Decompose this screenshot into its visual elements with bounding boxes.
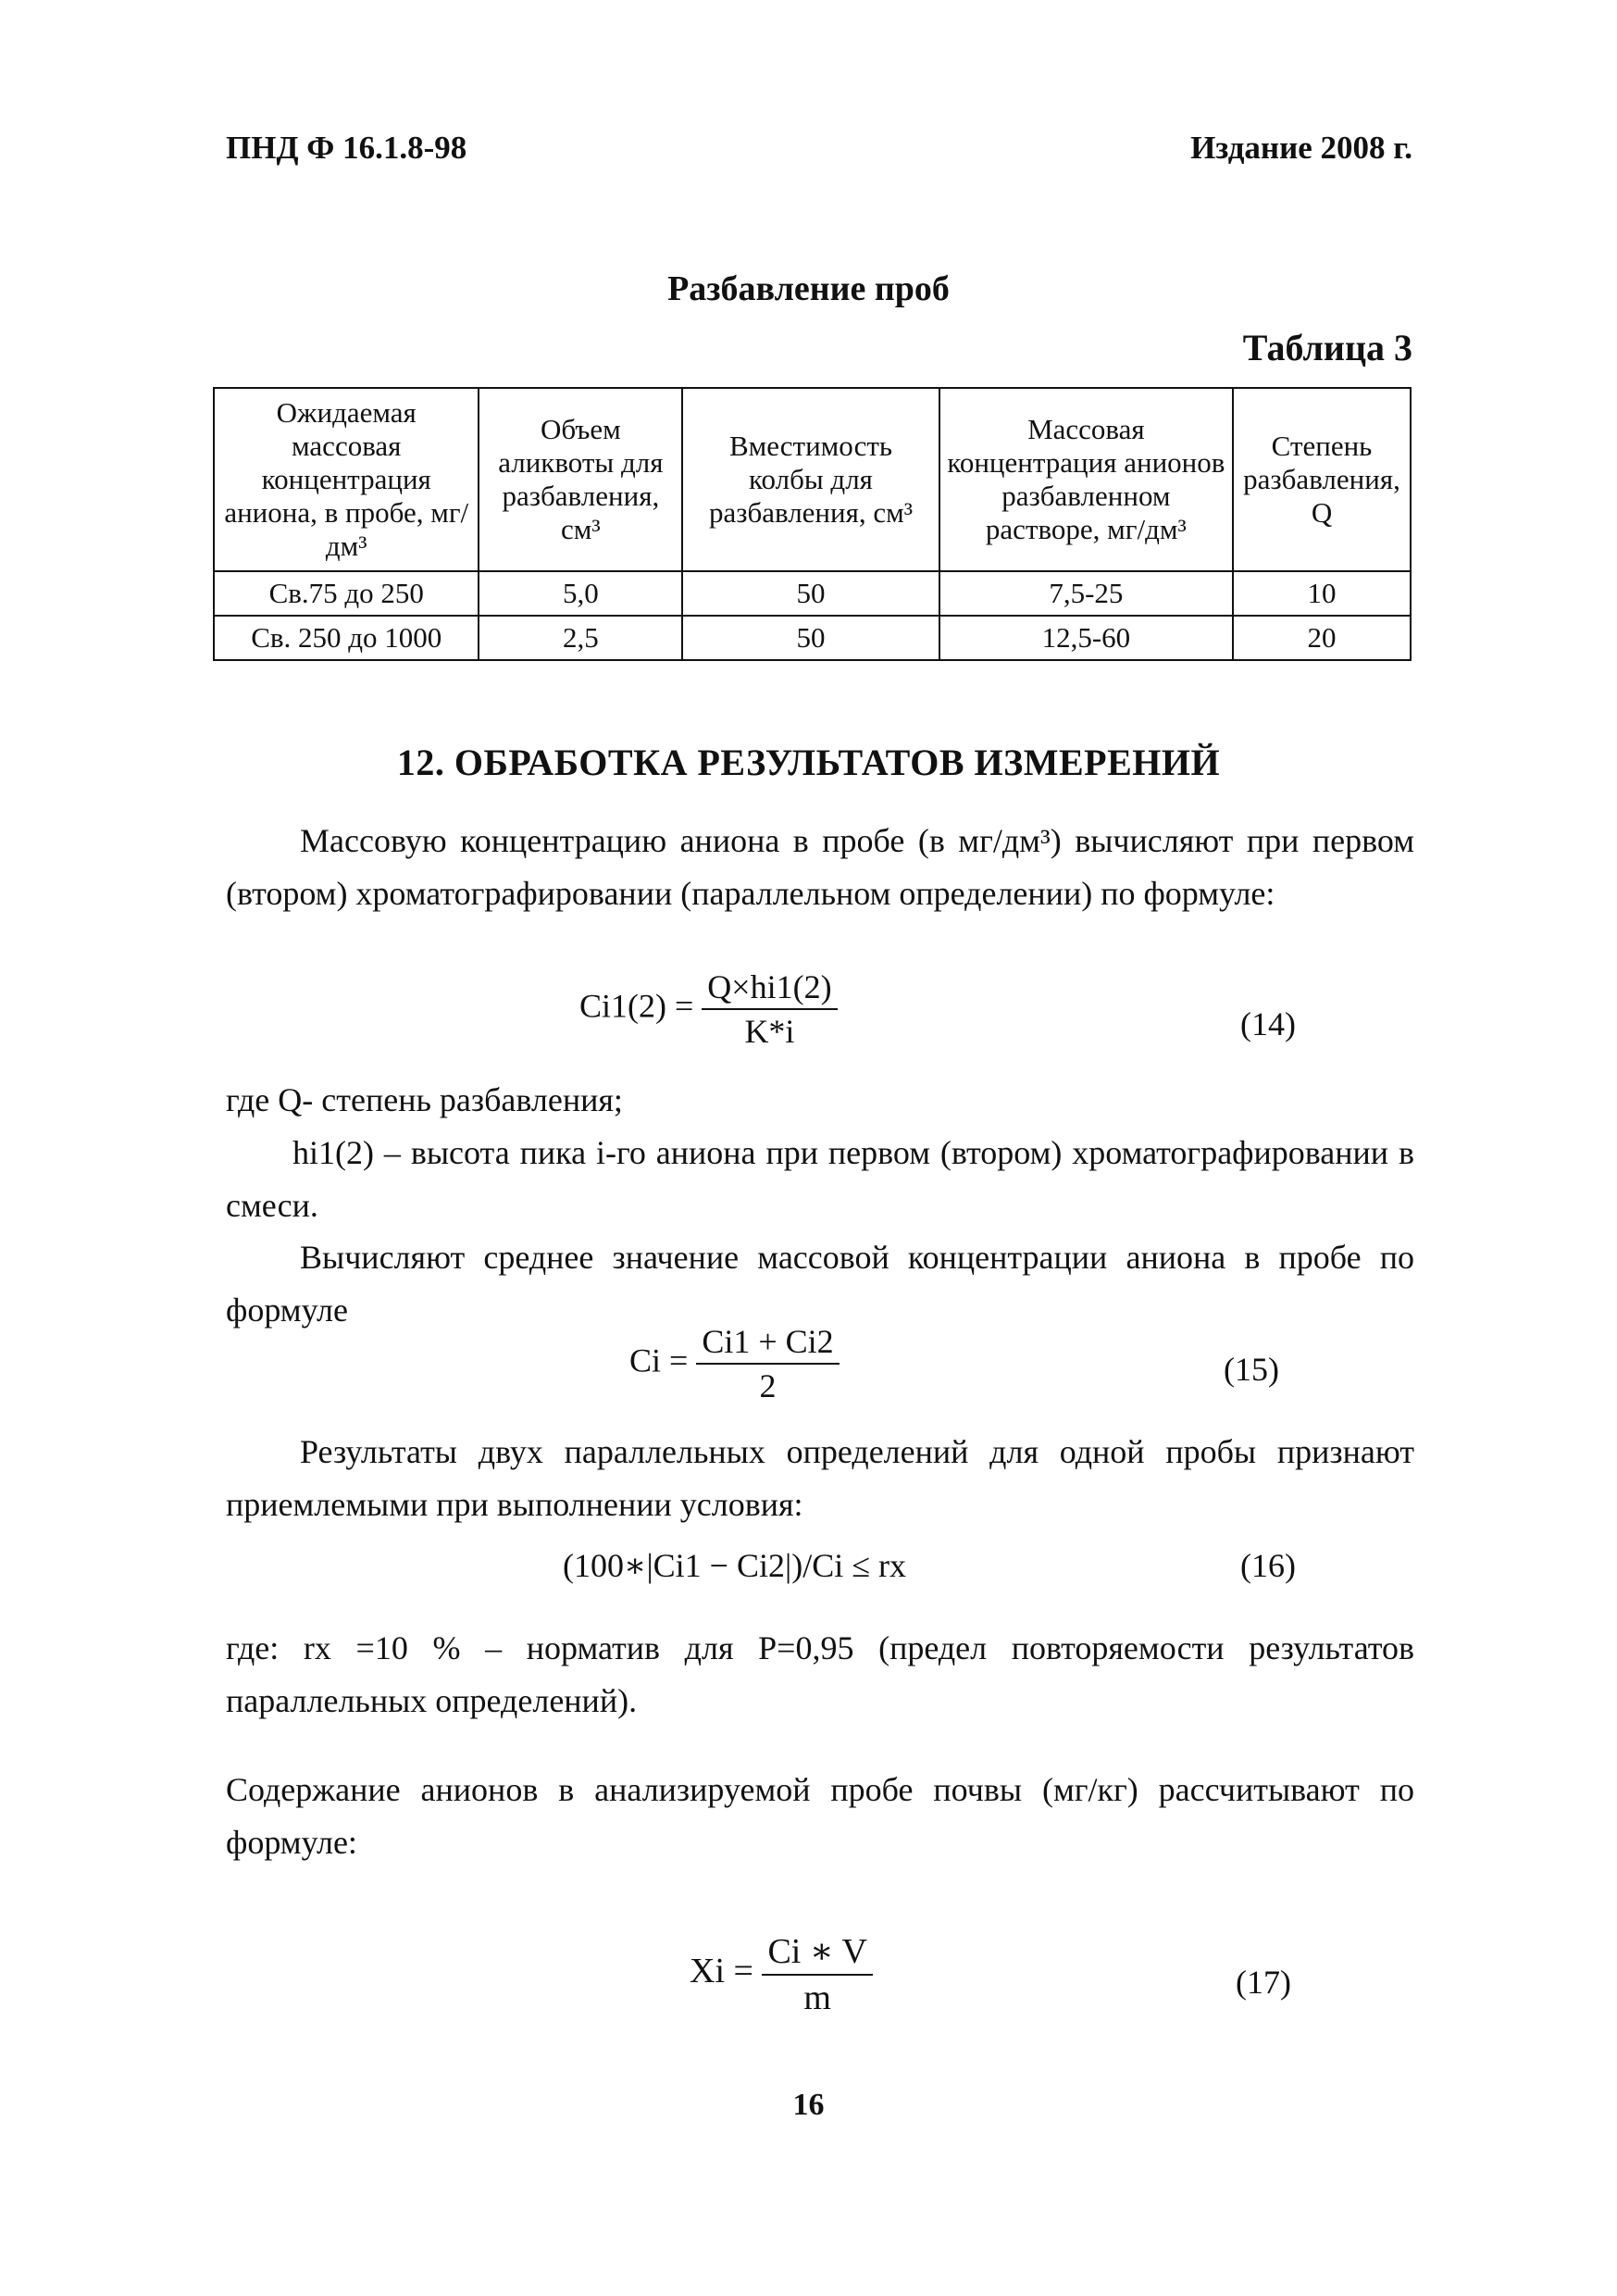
table-cell: 20 [1233,616,1411,660]
table-cell: 12,5-60 [939,616,1233,660]
table-cell: 2,5 [479,616,682,660]
document-code: ПНД Ф 16.1.8-98 [226,130,467,166]
column-header: Вместимость колбы для разбавления, см³ [682,388,939,571]
column-header: Массовая концентрация анионов разбавленном растворе, мг/дм³ [939,388,1233,571]
table-cell: 5,0 [479,571,682,616]
formula-lhs: Ci = [629,1341,689,1379]
formula-fraction [696,1322,839,1405]
table-row [214,616,1411,660]
column-header: Объем аликвоты для разбавления, см³ [479,388,682,571]
dilution-table [213,387,1412,661]
equation-number: (17) [1236,1964,1291,2001]
table-header-row [214,388,1411,571]
table-cell: 10 [1233,571,1411,616]
table-row [214,571,1411,616]
formula-denominator: m [803,1978,831,2017]
paragraph-average: Вычисляют среднее значение массовой концентрации аниона в пробе по формуле [226,1239,1414,1329]
table-cell: 50 [682,571,939,616]
paragraph-intro: Массовую концентрацию аниона в пробе (в мг/дм³) вычисляют при первом (втором) хроматографировании (параллельном определении) по формуле: [226,822,1414,912]
section-heading: 12. ОБРАБОТКА РЕЗУЛЬТАТОВ ИЗМЕРЕНИЙ [396,742,1221,783]
formula-16: (100∗|Ci1 − Ci2|)/Ci ≤ rx [563,1547,906,1584]
formula-lhs: Ci1(2) = [579,987,694,1025]
formula-numerator: Ci1 + Ci2 [696,1322,839,1365]
paragraph-norm: где: rx =10 % – норматив для Р=0,95 (предел повторяемости результатов параллельных определений). [226,1629,1414,1719]
page-number: 16 [792,2088,825,2122]
equation-number: (15) [1224,1351,1279,1388]
formula-17 [690,1930,873,2018]
paragraph-acceptance: Результаты двух параллельных определений для одной пробы признают приемлемыми при выполнении условия: [226,1433,1414,1523]
formula-15 [629,1322,840,1405]
paragraph-where-q: где Q- степень разбавления; [226,1081,623,1118]
table-cell: Св.75 до 250 [214,571,479,616]
formula-denominator: 2 [759,1367,777,1404]
formula-numerator: Q×hi1(2) [702,967,837,1010]
edition-label: Издание 2008 г. [1190,130,1412,166]
table-title: Разбавление проб [667,269,950,308]
formula-denominator: K*i [744,1013,795,1050]
formula-lhs: Xi = [690,1952,753,1991]
paragraph-soil: Содержание анионов в анализируемой пробе почвы (мг/кг) рассчитывают по формуле: [226,1771,1414,1861]
equation-number: (16) [1240,1547,1296,1584]
formula-fraction [702,967,837,1051]
table-number: Таблица 3 [1242,327,1412,368]
table-cell: 7,5-25 [939,571,1233,616]
table-cell: 50 [682,616,939,660]
column-header: Степень разбавления, Q [1233,388,1411,571]
column-header: Ожидаемая массовая концентрация аниона, в пробе, мг/дм³ [214,388,479,571]
paragraph-where-h: hi1(2) – высота пика i-го аниона при первом (втором) хроматографировании в смеси. [226,1134,1414,1224]
formula-14 [579,967,838,1051]
formula-fraction [762,1930,873,2018]
equation-number: (14) [1240,1005,1296,1042]
formula-numerator: Ci ∗ V [762,1930,873,1976]
table-cell: Св. 250 до 1000 [214,616,479,660]
